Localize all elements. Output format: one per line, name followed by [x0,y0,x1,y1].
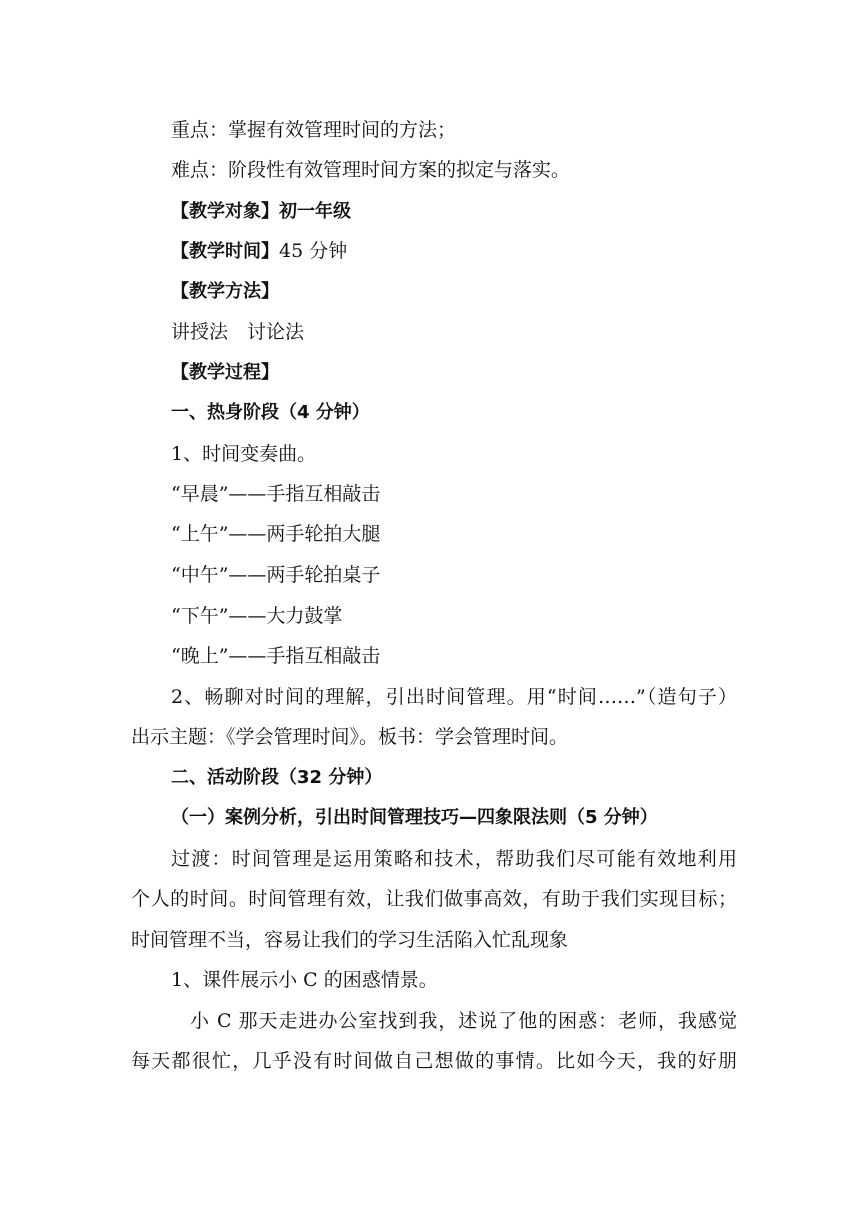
rhythm-line: “中午”——两手轮拍桌子 [171,564,381,586]
teaching-duration-value: 45 分钟 [279,240,348,262]
story-line: 每天都很忙，几乎没有时间做自己想做的事情。比如今天，我的好朋 [131,1050,737,1072]
teaching-method-heading: 【教学方法】 [171,281,279,302]
transition-line: 过渡：时间管理是运用策略和技术，帮助我们尽可能有效地利用 [171,848,737,870]
stage1-item2-line1: 2、畅聊对时间的理解，引出时间管理。用“时间……”（造句子） [171,686,737,708]
teaching-methods: 讲授法 讨论法 [171,321,305,343]
teaching-target-value: 初一年级 [279,201,351,222]
rhythm-line: “晚上”——手指互相敲击 [171,645,381,667]
teaching-process-heading: 【教学过程】 [171,362,279,383]
key-point: 重点：掌握有效管理时间的方法； [171,119,457,141]
rhythm-line: “下午”——大力鼓掌 [171,605,343,627]
stage1-item1: 1、时间变奏曲。 [171,443,317,465]
stage2-heading: 二、活动阶段（32 分钟） [171,767,383,788]
transition-line: 个人的时间。时间管理有效，让我们做事高效，有助于我们实现目标； [131,888,737,910]
difficult-point: 难点：阶段性有效管理时间方案的拟定与落实。 [171,159,571,181]
rhythm-line: “早晨”——手指互相敲击 [171,483,381,505]
rhythm-line: “上午”——两手轮拍大腿 [171,523,381,545]
stage2-sub1-heading: （一）案例分析，引出时间管理技巧—四象限法则（5 分钟） [171,807,658,828]
teaching-duration [171,238,347,265]
transition-line: 时间管理不当，容易让我们的学习生活陷入忙乱现象 [131,929,569,951]
teaching-target [171,198,351,225]
stage1-heading: 一、热身阶段（4 分钟） [171,402,370,423]
stage2-item1: 1、课件展示小 C 的困惑情景。 [171,969,438,991]
stage1-item2-line2: 出示主题：《学会管理时间》。板书：学会管理时间。 [131,726,569,748]
teaching-target-label: 【教学对象】 [171,201,279,222]
teaching-duration-label: 【教学时间】 [171,241,279,262]
story-line: 小 C 那天走进办公室找到我，述说了他的困惑：老师，我感觉 [190,1010,737,1032]
